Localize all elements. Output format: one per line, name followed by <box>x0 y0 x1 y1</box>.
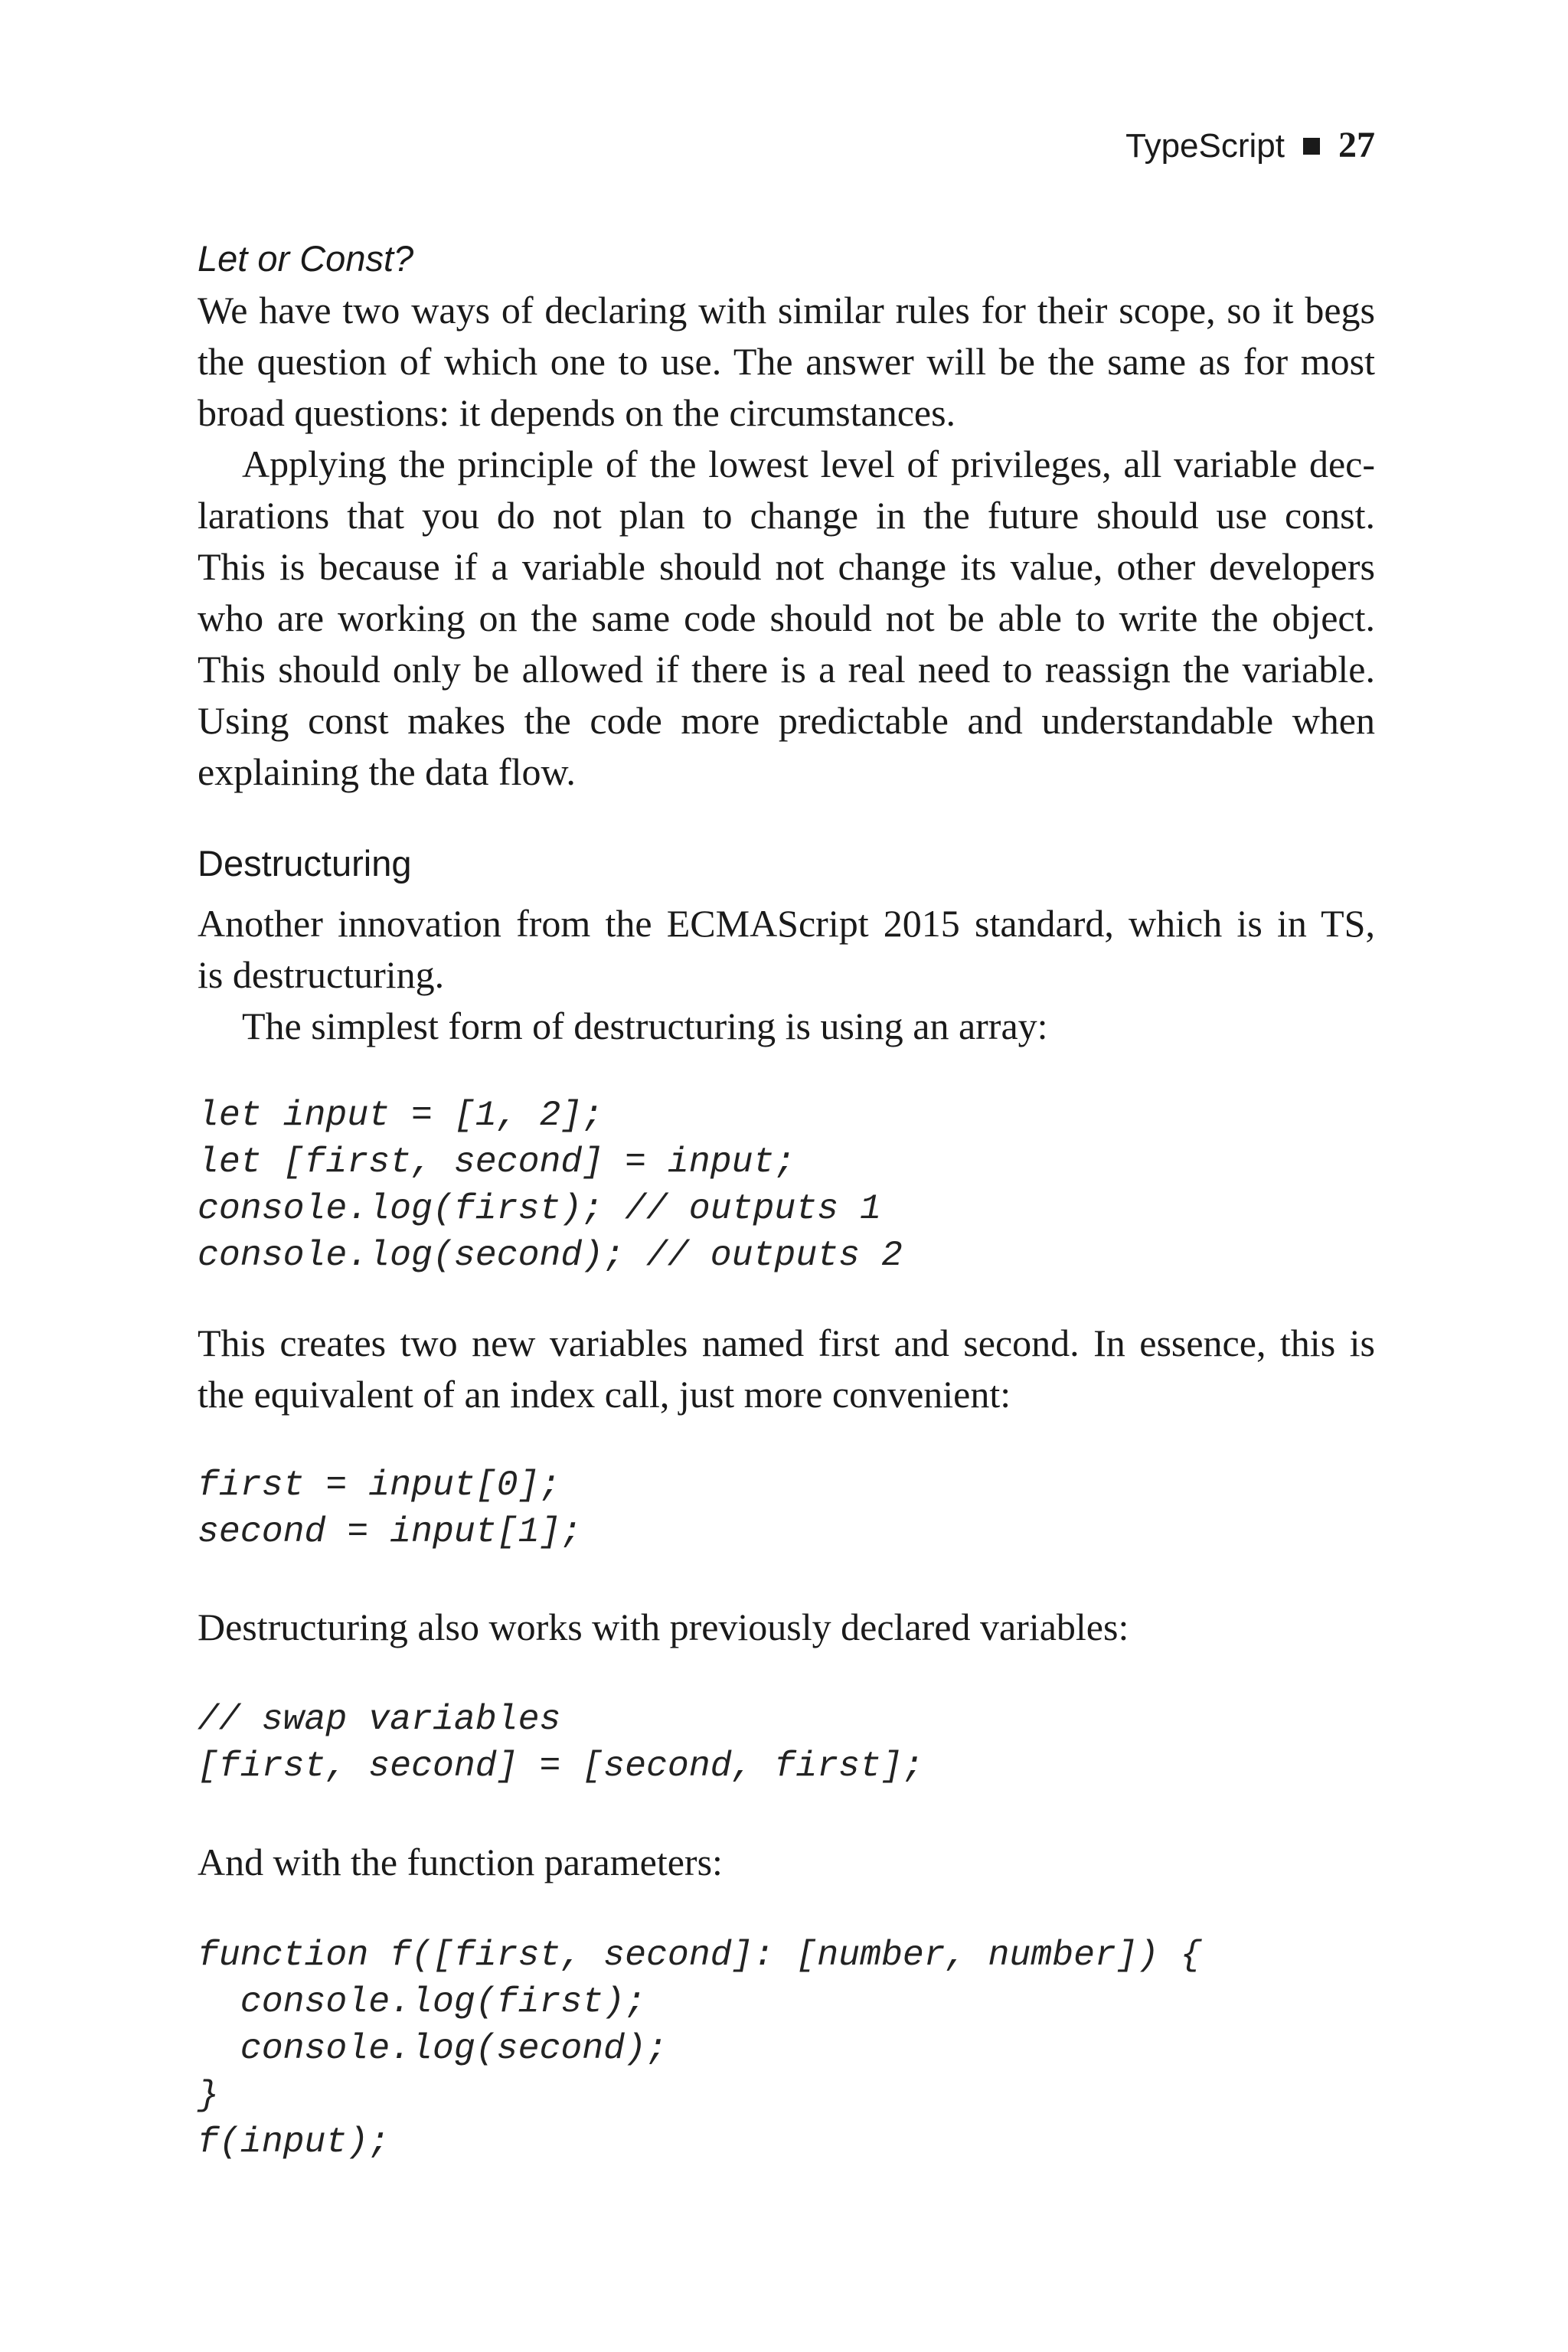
body-line: who are working on the same code should not be able to write the object. <box>198 596 1375 639</box>
body-line: And with the function parameters: <box>198 1841 723 1883</box>
subheading-let-or-const: Let or Const? <box>198 238 414 279</box>
body-line: This should only be allowed if there is a real need to reassign the variable. <box>198 648 1375 691</box>
code-line: f(input); <box>198 2122 390 2162</box>
code-line: console.log(first); <box>198 1981 646 2022</box>
code-line: second = input[1]; <box>198 1511 583 1552</box>
body-line: This is because if a variable should not change its value, other developers <box>198 545 1375 588</box>
code-line: } <box>198 2075 219 2115</box>
body-line: broad questions: it depends on the circumstances. <box>198 391 956 434</box>
page-number: 27 <box>1338 125 1375 165</box>
body-line: the equivalent of an index call, just more convenient: <box>198 1373 1011 1416</box>
body-line: larations that you do not plan to change in the future should use const. <box>198 494 1375 537</box>
code-line: console.log(first); // outputs 1 <box>198 1188 881 1229</box>
body-line: explaining the data flow. <box>198 750 576 793</box>
code-line: // swap variables <box>198 1699 561 1740</box>
body-line: The simplest form of destructuring is using an array: <box>242 1004 1048 1047</box>
body-line: Using const makes the code more predictable and understandable when <box>198 699 1375 742</box>
body-line: the question of which one to use. The answer will be the same as for most <box>198 340 1375 383</box>
code-line: let [first, second] = input; <box>198 1142 796 1182</box>
book-page <box>198 0 1375 2352</box>
code-line: [first, second] = [second, first]; <box>198 1746 924 1786</box>
body-line: We have two ways of declaring with similar rules for their scope, so it begs <box>198 289 1375 332</box>
body-line: is destructuring. <box>198 953 445 996</box>
square-bullet-icon <box>1303 138 1320 155</box>
subheading-destructuring: Destructuring <box>198 843 412 884</box>
code-line: function f([first, second]: [number, number]) { <box>198 1935 1202 1975</box>
code-line: let input = [1, 2]; <box>198 1095 604 1135</box>
body-line: Applying the principle of the lowest level of privileges, all variable dec- <box>242 443 1375 485</box>
code-line: first = input[0]; <box>198 1465 561 1505</box>
running-head <box>1125 121 1375 171</box>
body-line: Destructuring also works with previously declared variables: <box>198 1606 1129 1648</box>
running-head-section: TypeScript <box>1125 127 1285 165</box>
body-line: Another innovation from the ECMAScript 2015 standard, which is in TS, <box>198 902 1375 945</box>
body-line: This creates two new variables named first and second. In essence, this is <box>198 1321 1375 1364</box>
code-line: console.log(second); // outputs 2 <box>198 1235 903 1276</box>
code-line: console.log(second); <box>198 2028 668 2069</box>
